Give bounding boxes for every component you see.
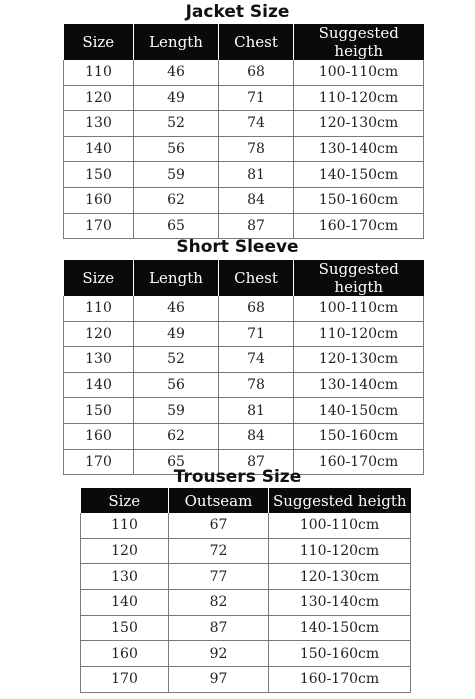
column-header: Length	[134, 260, 219, 296]
table-cell: 140	[64, 372, 134, 398]
table-cell: 46	[134, 296, 219, 321]
table-cell: 46	[134, 60, 219, 85]
table-cell: 92	[169, 641, 269, 667]
table-cell: 120	[64, 85, 134, 111]
table-cell: 130-140cm	[294, 372, 424, 398]
short-sleeve-title: Short Sleeve	[176, 237, 299, 257]
table-cell: 130	[64, 111, 134, 137]
table-cell: 62	[134, 187, 219, 213]
table-cell: 84	[219, 423, 294, 449]
table-cell: 130-140cm	[269, 590, 411, 616]
column-header: Chest	[219, 24, 294, 60]
column-header: Suggested heigth	[294, 24, 424, 60]
trousers-size-table	[80, 488, 411, 693]
table-row	[64, 347, 424, 373]
table-header-row	[64, 24, 424, 60]
table-cell: 110-120cm	[269, 538, 411, 564]
table-cell: 150-160cm	[294, 187, 424, 213]
table-row	[64, 136, 424, 162]
table-cell: 100-110cm	[294, 60, 424, 85]
table-row	[81, 538, 411, 564]
table-cell: 65	[134, 213, 219, 239]
table-cell: 170	[64, 213, 134, 239]
table-cell: 140-150cm	[269, 615, 411, 641]
table-cell: 77	[169, 564, 269, 590]
column-header: Size	[64, 260, 134, 296]
table-cell: 110	[81, 513, 169, 538]
table-row	[64, 398, 424, 424]
table-cell: 160-170cm	[294, 213, 424, 239]
table-cell: 84	[219, 187, 294, 213]
table-cell: 150	[81, 615, 169, 641]
table-row	[81, 667, 411, 693]
table-cell: 110-120cm	[294, 321, 424, 347]
column-header: Size	[64, 24, 134, 60]
table-cell: 72	[169, 538, 269, 564]
table-cell: 78	[219, 372, 294, 398]
table-cell: 100-110cm	[269, 513, 411, 538]
table-cell: 67	[169, 513, 269, 538]
table-cell: 81	[219, 162, 294, 188]
column-header: Chest	[219, 260, 294, 296]
table-row	[81, 564, 411, 590]
table-cell: 150-160cm	[294, 423, 424, 449]
column-header: Suggested heigth	[269, 488, 411, 513]
table-row	[64, 162, 424, 188]
table-row	[81, 615, 411, 641]
jacket-size-table	[63, 24, 424, 239]
table-row	[64, 296, 424, 321]
column-header: Outseam	[169, 488, 269, 513]
jacket-size-title: Jacket Size	[185, 2, 290, 22]
column-header: Suggested heigth	[294, 260, 424, 296]
table-header-row	[64, 260, 424, 296]
table-row	[81, 641, 411, 667]
table-cell: 150	[64, 162, 134, 188]
table-cell: 150	[64, 398, 134, 424]
table-row	[81, 513, 411, 538]
table-cell: 140	[64, 136, 134, 162]
table-cell: 52	[134, 111, 219, 137]
table-cell: 110	[64, 60, 134, 85]
table-cell: 68	[219, 60, 294, 85]
table-cell: 74	[219, 347, 294, 373]
short-sleeve-table	[63, 260, 424, 475]
table-cell: 160	[64, 423, 134, 449]
table-cell: 120	[64, 321, 134, 347]
table-row	[64, 60, 424, 85]
table-row	[64, 213, 424, 239]
table-cell: 59	[134, 162, 219, 188]
table-cell: 49	[134, 85, 219, 111]
table-cell: 130	[81, 564, 169, 590]
table-cell: 59	[134, 398, 219, 424]
table-cell: 52	[134, 347, 219, 373]
column-header: Size	[81, 488, 169, 513]
table-cell: 100-110cm	[294, 296, 424, 321]
table-cell: 120	[81, 538, 169, 564]
table-cell: 160-170cm	[269, 667, 411, 693]
table-cell: 56	[134, 136, 219, 162]
table-row	[64, 111, 424, 137]
table-cell: 71	[219, 85, 294, 111]
table-cell: 150-160cm	[269, 641, 411, 667]
table-cell: 65	[134, 449, 219, 475]
table-cell: 87	[219, 213, 294, 239]
table-cell: 110	[64, 296, 134, 321]
table-row	[64, 321, 424, 347]
table-row	[64, 372, 424, 398]
table-cell: 62	[134, 423, 219, 449]
table-cell: 140-150cm	[294, 398, 424, 424]
table-cell: 120-130cm	[294, 111, 424, 137]
table-cell: 140-150cm	[294, 162, 424, 188]
table-row	[81, 590, 411, 616]
table-cell: 120-130cm	[269, 564, 411, 590]
table-cell: 68	[219, 296, 294, 321]
table-row	[64, 423, 424, 449]
table-cell: 97	[169, 667, 269, 693]
table-cell: 160-170cm	[294, 449, 424, 475]
table-cell: 74	[219, 111, 294, 137]
table-cell: 110-120cm	[294, 85, 424, 111]
table-cell: 87	[219, 449, 294, 475]
table-header-row	[81, 488, 411, 513]
table-cell: 160	[81, 641, 169, 667]
table-row	[64, 85, 424, 111]
table-cell: 130	[64, 347, 134, 373]
table-cell: 87	[169, 615, 269, 641]
table-cell: 130-140cm	[294, 136, 424, 162]
table-cell: 81	[219, 398, 294, 424]
table-cell: 170	[81, 667, 169, 693]
column-header: Length	[134, 24, 219, 60]
table-cell: 71	[219, 321, 294, 347]
table-cell: 49	[134, 321, 219, 347]
table-cell: 82	[169, 590, 269, 616]
table-row	[64, 187, 424, 213]
table-cell: 140	[81, 590, 169, 616]
table-cell: 78	[219, 136, 294, 162]
trousers-size-title: Trousers Size	[173, 467, 302, 487]
table-cell: 170	[64, 449, 134, 475]
table-cell: 56	[134, 372, 219, 398]
table-cell: 120-130cm	[294, 347, 424, 373]
table-cell: 160	[64, 187, 134, 213]
